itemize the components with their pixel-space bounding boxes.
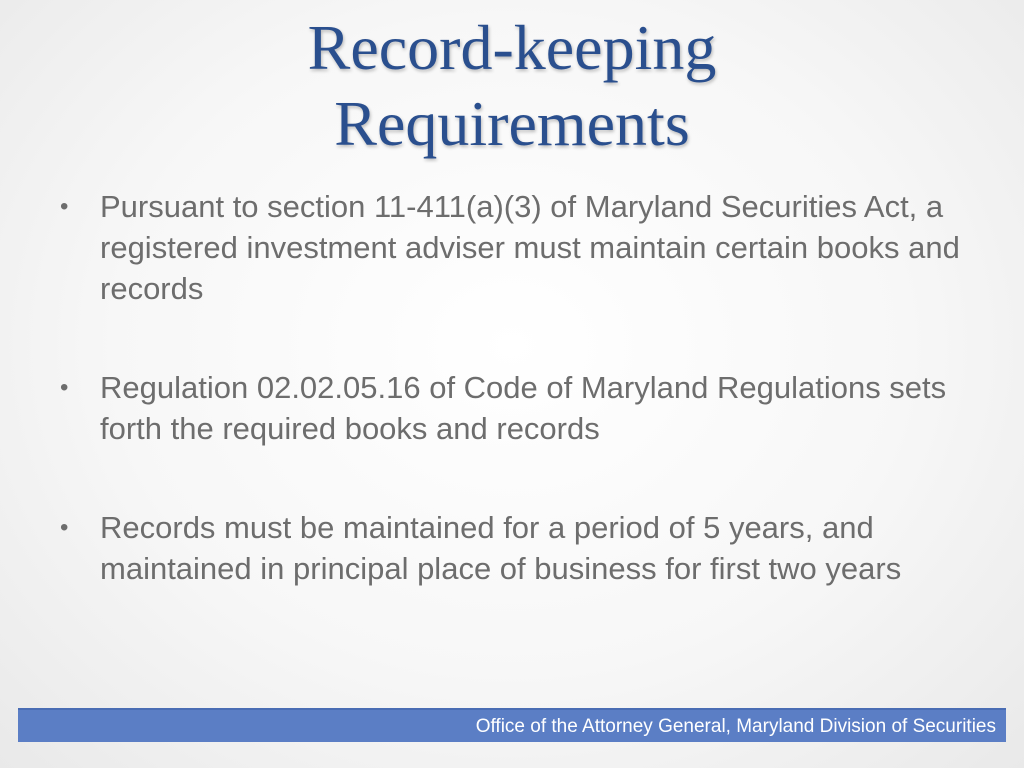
slide-title-line-2: Requirements [334,88,690,159]
bullet-marker: • [60,374,69,401]
slide-title [0,10,1024,162]
bullet-item [58,367,978,449]
bullet-marker: • [60,193,69,220]
bullet-item [58,507,978,589]
bullet-text: Regulation 02.02.05.16 of Code of Maryland Regulations sets forth the required books and records [100,370,947,446]
bullet-text: Records must be maintained for a period of 5 years, and maintained in principal place of business for first two years [100,510,902,586]
bullet-list [58,186,978,647]
footer-bar [18,708,1006,742]
bullet-item [58,186,978,309]
footer-text: Office of the Attorney General, Maryland Division of Securities [475,716,996,737]
slide-title-line-1: Record-keeping [307,12,717,83]
bullet-text: Pursuant to section 11-411(a)(3) of Maryland Securities Act, a registered investment adviser must maintain certain books and records [100,189,960,306]
bullet-marker: • [60,514,69,541]
